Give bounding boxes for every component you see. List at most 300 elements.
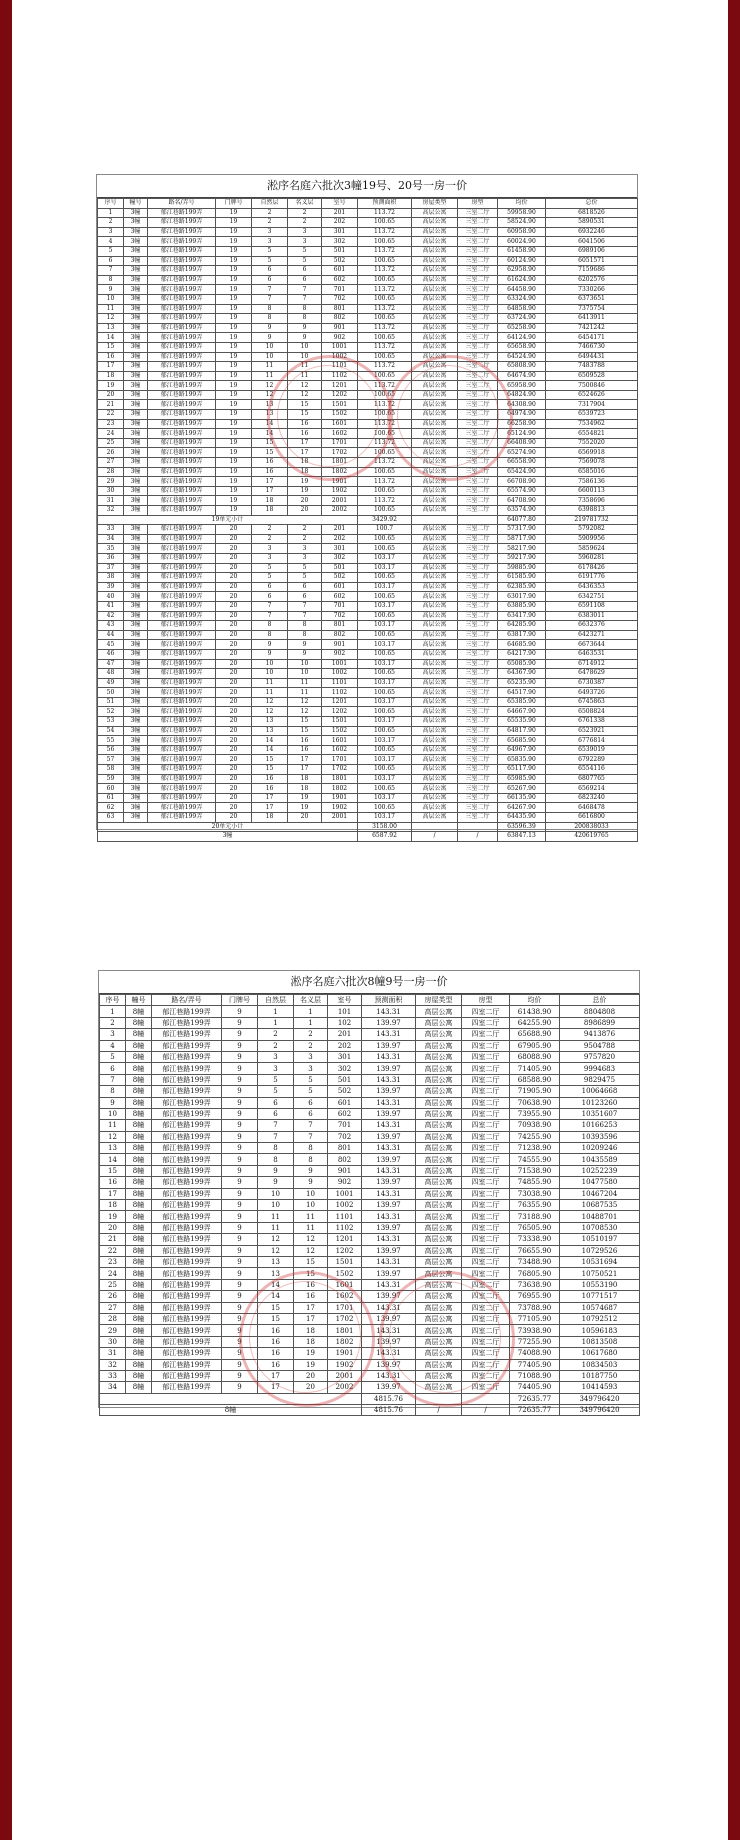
table-cell: 100.65 (358, 429, 412, 439)
table-cell: 2001 (322, 496, 358, 506)
table-cell: 73038.90 (510, 1188, 560, 1199)
table-cell: 58217.90 (498, 544, 546, 554)
table-cell: 10435589 (560, 1154, 640, 1165)
table-cell: 1601 (322, 736, 358, 746)
table-cell: 59217.90 (498, 553, 546, 563)
table-cell: 13 (258, 1256, 294, 1267)
table-cell: 10531694 (560, 1256, 640, 1267)
table-cell: 57317.90 (498, 525, 546, 535)
table-cell: 三室二厅 (458, 755, 498, 765)
table-cell: 三室二厅 (458, 496, 498, 506)
table-cell: 143.31 (362, 1029, 416, 1040)
table-cell: 9 (222, 1200, 258, 1211)
table-cell: 郁江巷路199弄 (152, 1006, 222, 1017)
table-cell: 18 (288, 774, 322, 784)
table-cell: 64267.90 (498, 803, 546, 813)
table-row (100, 1120, 640, 1131)
table-cell: 3幢 (124, 582, 148, 592)
table-cell: 高层公寓 (412, 304, 458, 314)
table-cell: 18 (100, 1200, 126, 1211)
table-cell: 3幢 (124, 400, 148, 410)
table-cell: 郁江巷路199弄 (152, 1382, 222, 1393)
table-cell: 三室二厅 (458, 601, 498, 611)
table-cell: 5890531 (546, 218, 638, 228)
table-cell: 100.65 (358, 275, 412, 285)
table-cell: 53 (98, 717, 124, 727)
table-cell: 65985.90 (498, 774, 546, 784)
table-cell: 1001 (322, 342, 358, 352)
table-cell: 郁江巷路199弄 (152, 1051, 222, 1062)
table-cell: 15 (258, 1302, 294, 1313)
table-cell: 高层公寓 (412, 429, 458, 439)
table-cell: 100.65 (358, 467, 412, 477)
table-row (98, 688, 638, 698)
table-cell: 高层公寓 (412, 448, 458, 458)
table-cell: 103.17 (358, 601, 412, 611)
summary-area: 3429.92 (358, 515, 412, 525)
table-cell: 高层公寓 (412, 237, 458, 247)
table-row (98, 745, 638, 755)
table-cell: 10553190 (560, 1279, 640, 1290)
table-cell: 三室二厅 (458, 467, 498, 477)
table-cell: 6761338 (546, 717, 638, 727)
table-cell: 25 (98, 438, 124, 448)
table-cell: 601 (322, 582, 358, 592)
table-cell: 郁江巷路199弄 (148, 765, 216, 775)
column-header: 幢号 (126, 995, 152, 1006)
table-cell: 高层公寓 (412, 486, 458, 496)
table-cell: 四室二厅 (462, 1074, 510, 1085)
table-cell: 1702 (328, 1313, 362, 1324)
subtotal-row (98, 515, 638, 525)
table-cell: 郁江巷路199弄 (148, 275, 216, 285)
table-cell: 10617680 (560, 1348, 640, 1359)
table-cell: 6 (252, 266, 288, 276)
table-cell: 郁江巷路199弄 (148, 429, 216, 439)
table-cell: 65808.90 (498, 362, 546, 372)
table-cell: 11 (252, 688, 288, 698)
table-cell: 13 (252, 726, 288, 736)
column-header: 名义层 (294, 995, 328, 1006)
table-cell: 9 (288, 649, 322, 659)
table-cell: 66408.90 (498, 438, 546, 448)
table-cell: 701 (328, 1120, 362, 1131)
table-cell: 113.72 (358, 362, 412, 372)
table-cell: 高层公寓 (412, 601, 458, 611)
table-cell: 18 (252, 506, 288, 516)
table-cell: 6 (98, 256, 124, 266)
table-cell: 103.17 (358, 736, 412, 746)
table-cell: 高层公寓 (416, 1017, 462, 1028)
table-cell: 郁江巷路199弄 (152, 1131, 222, 1142)
table-cell: 3幢 (124, 362, 148, 372)
table-row (100, 1188, 640, 1199)
table-cell: 6823240 (546, 793, 638, 803)
table-row (98, 707, 638, 717)
table-cell: 12 (100, 1131, 126, 1142)
table-cell: 20 (216, 803, 252, 813)
table-cell: 郁江巷路199弄 (148, 208, 216, 218)
table-cell: 20 (216, 534, 252, 544)
table-row (98, 717, 638, 727)
table-cell: 三室二厅 (458, 304, 498, 314)
table-cell: 100.65 (358, 294, 412, 304)
table-cell: 高层公寓 (412, 630, 458, 640)
sheet-title: 淞序名庭六批次3幢19号、20号一房一价 (97, 175, 637, 198)
table-cell: 高层公寓 (416, 1313, 462, 1324)
column-header: 幢号 (124, 199, 148, 209)
table-cell: 高层公寓 (416, 1006, 462, 1017)
table-cell: 1 (294, 1006, 328, 1017)
table-cell: 四室二厅 (462, 1200, 510, 1211)
table-cell: 6745863 (546, 697, 638, 707)
table-cell: 6436353 (546, 582, 638, 592)
table-cell: 19 (216, 362, 252, 372)
table-cell: 郁江巷路199弄 (152, 1120, 222, 1131)
table-cell: 7483788 (546, 362, 638, 372)
table-cell: 1601 (328, 1279, 362, 1290)
table-row (100, 1211, 640, 1222)
table-cell: 143.31 (362, 1120, 416, 1131)
table-cell: 1901 (322, 477, 358, 487)
table-cell: 19 (216, 237, 252, 247)
table-cell: 302 (322, 237, 358, 247)
table-cell: 502 (322, 573, 358, 583)
table-cell: 143.31 (362, 1188, 416, 1199)
table-cell: 44 (98, 630, 124, 640)
table-row (98, 256, 638, 266)
table-cell: 郁江巷路199弄 (148, 544, 216, 554)
table-cell: 6423271 (546, 630, 638, 640)
table-cell: 29 (100, 1325, 126, 1336)
table-cell: 郁江巷路199弄 (148, 534, 216, 544)
table-cell: 高层公寓 (412, 371, 458, 381)
table-cell: 701 (322, 285, 358, 295)
table-cell: 四室二厅 (462, 1302, 510, 1313)
table-cell: 郁江巷路199弄 (148, 640, 216, 650)
table-cell: 6539019 (546, 745, 638, 755)
table-cell: 高层公寓 (412, 352, 458, 362)
table-cell: 14 (252, 419, 288, 429)
table-row (100, 1029, 640, 1040)
table-cell: 701 (322, 601, 358, 611)
table-cell: 8幢 (126, 1177, 152, 1188)
table-cell: 高层公寓 (412, 726, 458, 736)
table-cell: 高层公寓 (412, 717, 458, 727)
table-cell: 10 (98, 294, 124, 304)
table-cell: 1702 (322, 765, 358, 775)
table-cell: 15 (288, 400, 322, 410)
table-cell: 65685.90 (498, 736, 546, 746)
table-cell: 63574.90 (498, 506, 546, 516)
table-cell: 6932246 (546, 227, 638, 237)
table-cell: 11 (98, 304, 124, 314)
table-cell: 77105.90 (510, 1313, 560, 1324)
column-header: 均价 (498, 199, 546, 209)
table-cell: 10813508 (560, 1336, 640, 1347)
table-cell: 9 (222, 1177, 258, 1188)
table-cell: 12 (288, 390, 322, 400)
table-cell: 100.65 (358, 410, 412, 420)
table-cell: 9 (258, 1177, 294, 1188)
table-cell: 郁江巷路199弄 (152, 1336, 222, 1347)
table-cell: 9 (222, 1291, 258, 1302)
table-row (98, 237, 638, 247)
table-cell: 三室二厅 (458, 458, 498, 468)
table-cell: 三室二厅 (458, 707, 498, 717)
table-cell: 3幢 (124, 246, 148, 256)
table-cell: 1901 (322, 793, 358, 803)
subtotal-row (98, 822, 638, 832)
table-cell: 73955.90 (510, 1108, 560, 1119)
table-cell: 10477580 (560, 1177, 640, 1188)
table-cell: 2 (98, 218, 124, 228)
table-cell: 3幢 (124, 784, 148, 794)
table-cell: 3幢 (124, 717, 148, 727)
table-cell: 郁江巷路199弄 (152, 1063, 222, 1074)
table-row (98, 218, 638, 228)
table-cell: 高层公寓 (412, 793, 458, 803)
table-cell: 郁江巷路199弄 (148, 362, 216, 372)
table-cell: 113.72 (358, 438, 412, 448)
table-cell: 60 (98, 784, 124, 794)
table-cell: 15 (294, 1268, 328, 1279)
table-cell: 8 (252, 314, 288, 324)
table-cell: 郁江巷路199弄 (148, 688, 216, 698)
table-cell: 2 (252, 525, 288, 535)
table-row (98, 765, 638, 775)
table-cell: 高层公寓 (412, 323, 458, 333)
table-row (98, 640, 638, 650)
grand-total-row (98, 832, 638, 842)
table-cell: 高层公寓 (412, 755, 458, 765)
table-cell: 19 (288, 793, 322, 803)
table-cell: 17 (288, 448, 322, 458)
table-cell: 19 (216, 438, 252, 448)
table-cell: 18 (288, 784, 322, 794)
table-cell: 10 (258, 1188, 294, 1199)
table-cell: 20 (294, 1370, 328, 1381)
table-cell: 20 (216, 601, 252, 611)
table-cell: 三室二厅 (458, 592, 498, 602)
table-cell: 143.31 (362, 1074, 416, 1085)
table-cell: 6600113 (546, 486, 638, 496)
table-cell: 73638.90 (510, 1279, 560, 1290)
table-cell: 702 (322, 294, 358, 304)
table-cell: 20 (216, 697, 252, 707)
table-cell: 高层公寓 (412, 678, 458, 688)
table-cell: 3幢 (124, 813, 148, 823)
table-cell: 10 (100, 1108, 126, 1119)
table-cell: 7 (252, 294, 288, 304)
table-cell: 17 (252, 803, 288, 813)
table-cell: 35 (98, 544, 124, 554)
table-cell: 郁江巷路199弄 (148, 697, 216, 707)
table-cell: 三室二厅 (458, 506, 498, 516)
table-row (100, 1177, 640, 1188)
table-row (100, 1165, 640, 1176)
table-cell: 143.31 (362, 1302, 416, 1313)
table-cell: 65535.90 (498, 717, 546, 727)
table-cell: 15 (258, 1313, 294, 1324)
table-cell: 70638.90 (510, 1097, 560, 1108)
table-cell: 1 (294, 1017, 328, 1028)
summary-blank (412, 515, 458, 525)
table-cell: 100.65 (358, 333, 412, 343)
table-cell: 6591108 (546, 601, 638, 611)
table-cell: 8幢 (126, 1211, 152, 1222)
summary-avg-price: 72635.77 (510, 1405, 560, 1416)
table-cell: 6673644 (546, 640, 638, 650)
table-cell: 25 (100, 1279, 126, 1290)
table-cell: 5 (98, 246, 124, 256)
table-row (98, 611, 638, 621)
table-cell: 65688.90 (510, 1029, 560, 1040)
table-cell: 7 (252, 611, 288, 621)
table-cell: 6632376 (546, 621, 638, 631)
table-cell: 三室二厅 (458, 678, 498, 688)
table-cell: 2002 (328, 1382, 362, 1393)
table-cell: 103.17 (358, 553, 412, 563)
table-cell: 73788.90 (510, 1302, 560, 1313)
table-cell: 高层公寓 (412, 765, 458, 775)
table-cell: 601 (328, 1097, 362, 1108)
table-cell: 高层公寓 (412, 525, 458, 535)
table-cell: 高层公寓 (416, 1074, 462, 1085)
table-cell: 3幢 (124, 381, 148, 391)
table-cell: 301 (322, 227, 358, 237)
table-cell: 73188.90 (510, 1211, 560, 1222)
table-cell: 16 (258, 1336, 294, 1347)
table-cell: 三室二厅 (458, 438, 498, 448)
table-cell: 3幢 (124, 429, 148, 439)
table-cell: 高层公寓 (416, 1268, 462, 1279)
table-cell: 郁江巷路199弄 (148, 506, 216, 516)
table-cell: 四室二厅 (462, 1131, 510, 1142)
table-cell: 7421242 (546, 323, 638, 333)
table-cell: 12 (252, 390, 288, 400)
table-cell: 高层公寓 (412, 736, 458, 746)
table-cell: 20 (216, 736, 252, 746)
table-cell: 62385.90 (498, 582, 546, 592)
table-cell: 901 (328, 1165, 362, 1176)
table-cell: 3幢 (124, 573, 148, 583)
table-cell: 8幢 (126, 1143, 152, 1154)
table-cell: 6569918 (546, 448, 638, 458)
table-cell: 郁江巷路199弄 (148, 381, 216, 391)
table-cell: 20 (216, 726, 252, 736)
table-cell: 6041506 (546, 237, 638, 247)
summary-avg-price: 63596.39 (498, 822, 546, 832)
table-cell: 17 (294, 1302, 328, 1313)
table-cell: 11 (252, 678, 288, 688)
table-cell: 5 (252, 573, 288, 583)
table-cell: 26 (100, 1291, 126, 1302)
table-cell: 100.65 (358, 256, 412, 266)
table-cell: 1001 (322, 659, 358, 669)
table-cell: 5 (100, 1051, 126, 1062)
table-cell: 高层公寓 (416, 1086, 462, 1097)
table-cell: 71905.90 (510, 1086, 560, 1097)
table-cell: 四室二厅 (462, 1268, 510, 1279)
table-cell: 7534962 (546, 419, 638, 429)
table-cell: 10467204 (560, 1188, 640, 1199)
table-row (98, 582, 638, 592)
table-cell: 52 (98, 707, 124, 717)
table-cell: 16 (294, 1279, 328, 1290)
column-header: 均价 (510, 995, 560, 1006)
table-cell: 6 (252, 592, 288, 602)
table-cell: 60024.90 (498, 237, 546, 247)
table-cell: 12 (252, 697, 288, 707)
table-cell: 100.65 (358, 506, 412, 516)
table-cell: 20 (216, 621, 252, 631)
table-cell: 14 (258, 1291, 294, 1302)
table-cell: 9 (222, 1211, 258, 1222)
column-header: 自然层 (252, 199, 288, 209)
table-cell: 高层公寓 (412, 294, 458, 304)
table-row (100, 1074, 640, 1085)
table-cell: 郁江巷路199弄 (152, 1211, 222, 1222)
table-cell: 139.97 (362, 1336, 416, 1347)
table-cell: 74088.90 (510, 1348, 560, 1359)
table-cell: 59958.90 (498, 208, 546, 218)
table-row (98, 342, 638, 352)
table-cell: 5 (294, 1086, 328, 1097)
table-cell: 高层公寓 (412, 611, 458, 621)
table-cell: 66135.90 (498, 793, 546, 803)
table-cell: 20 (288, 506, 322, 516)
table-cell: 501 (322, 563, 358, 573)
table-cell: 8幢 (126, 1006, 152, 1017)
table-cell: 16 (288, 736, 322, 746)
table-cell: 三室二厅 (458, 765, 498, 775)
table-cell: 10123260 (560, 1097, 640, 1108)
table-cell: 71088.90 (510, 1370, 560, 1381)
table-cell: 74405.90 (510, 1382, 560, 1393)
table-cell: 9413876 (560, 1029, 640, 1040)
table-cell: 高层公寓 (416, 1348, 462, 1359)
table-cell: 1201 (328, 1234, 362, 1245)
table-cell: 8幢 (126, 1359, 152, 1370)
table-row (100, 1279, 640, 1290)
summary-label: 19单元小计 (98, 515, 358, 525)
table-cell: 6509528 (546, 371, 638, 381)
table-cell: 139.97 (362, 1017, 416, 1028)
table-cell: 16 (252, 458, 288, 468)
table-cell: 16 (252, 784, 288, 794)
table-cell: 高层公寓 (416, 1120, 462, 1131)
table-cell: 高层公寓 (412, 774, 458, 784)
table-cell: 34 (100, 1382, 126, 1393)
table-cell: 三室二厅 (458, 342, 498, 352)
table-cell: 6 (294, 1097, 328, 1108)
table-cell: 四室二厅 (462, 1348, 510, 1359)
table-cell: 63324.90 (498, 294, 546, 304)
table-cell: 3幢 (124, 218, 148, 228)
table-cell: 7330266 (546, 285, 638, 295)
table-cell: 13 (100, 1143, 126, 1154)
table-cell: 6539723 (546, 410, 638, 420)
table-cell: 三室二厅 (458, 544, 498, 554)
table-cell: 高层公寓 (412, 573, 458, 583)
table-cell: 20 (216, 544, 252, 554)
table-cell: 郁江巷路199弄 (148, 563, 216, 573)
table-cell: 1101 (322, 362, 358, 372)
column-header: 序号 (98, 199, 124, 209)
table-cell: 郁江巷路199弄 (152, 1279, 222, 1290)
table-cell: 62 (98, 803, 124, 813)
